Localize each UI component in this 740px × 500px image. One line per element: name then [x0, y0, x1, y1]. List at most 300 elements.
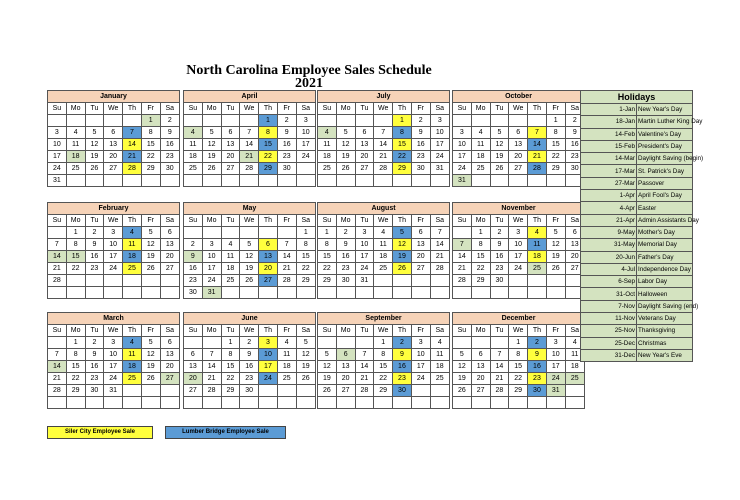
day-cell: 9	[490, 239, 509, 251]
empty-cell	[66, 287, 85, 299]
day-cell: 6	[509, 127, 528, 139]
weekday-label: Th	[259, 325, 278, 337]
empty-cell	[509, 115, 528, 127]
day-cell: 1	[318, 227, 337, 239]
day-cell: 2	[160, 115, 179, 127]
day-cell: 15	[374, 361, 393, 373]
day-cell: 29	[509, 385, 528, 397]
empty-cell	[184, 115, 203, 127]
day-cell: 16	[240, 361, 259, 373]
day-cell: 10	[355, 239, 374, 251]
holiday-name: Valentine's Day	[637, 128, 693, 140]
empty-cell	[565, 397, 584, 409]
day-cell: 21	[430, 251, 449, 263]
day-cell: 28	[277, 275, 296, 287]
empty-cell	[393, 397, 412, 409]
day-cell: 14	[277, 251, 296, 263]
empty-cell	[374, 175, 393, 187]
day-cell: 3	[104, 227, 123, 239]
month-name: January	[48, 91, 180, 103]
day-cell: 27	[259, 275, 278, 287]
day-cell: 20	[355, 151, 374, 163]
weekday-label: Mo	[471, 325, 490, 337]
day-cell: 20	[411, 251, 430, 263]
day-cell: 4	[184, 127, 203, 139]
day-cell: 17	[355, 251, 374, 263]
day-cell: 16	[565, 139, 584, 151]
month-name: February	[48, 203, 180, 215]
day-cell: 4	[221, 239, 240, 251]
day-cell: 14	[202, 361, 221, 373]
empty-cell	[374, 287, 393, 299]
empty-cell	[374, 397, 393, 409]
day-cell: 23	[240, 373, 259, 385]
day-cell: 22	[509, 373, 528, 385]
empty-cell	[430, 385, 449, 397]
holiday-date: 14-Feb	[581, 128, 637, 140]
weekday-label: Mo	[66, 103, 85, 115]
day-cell: 3	[104, 337, 123, 349]
day-cell: 23	[490, 263, 509, 275]
holiday-row	[581, 104, 693, 116]
empty-cell	[374, 115, 393, 127]
weekday-label: Th	[393, 325, 412, 337]
day-cell: 21	[202, 373, 221, 385]
day-cell: 29	[259, 163, 278, 175]
day-cell: 6	[184, 349, 203, 361]
empty-cell	[355, 287, 374, 299]
month-calendar	[317, 312, 450, 409]
day-cell: 8	[509, 349, 528, 361]
legend-siler-city: Siler City Employee Sale	[47, 426, 153, 439]
day-cell: 3	[546, 337, 565, 349]
day-cell: 31	[104, 385, 123, 397]
weekday-label: We	[240, 325, 259, 337]
day-cell: 10	[296, 127, 315, 139]
holiday-row	[581, 337, 693, 349]
day-cell: 23	[565, 151, 584, 163]
day-cell: 15	[66, 361, 85, 373]
weekday-label: Su	[184, 215, 203, 227]
day-cell: 25	[123, 373, 142, 385]
day-cell: 23	[85, 263, 104, 275]
day-cell: 16	[85, 361, 104, 373]
day-cell: 7	[277, 239, 296, 251]
day-cell: 17	[259, 361, 278, 373]
holiday-row	[581, 128, 693, 140]
holiday-row	[581, 239, 693, 251]
day-cell: 9	[85, 239, 104, 251]
day-cell: 3	[296, 115, 315, 127]
day-cell: 30	[85, 385, 104, 397]
day-cell: 10	[104, 349, 123, 361]
day-cell: 24	[411, 373, 430, 385]
empty-cell	[259, 397, 278, 409]
day-cell: 24	[355, 263, 374, 275]
day-cell: 30	[393, 385, 412, 397]
day-cell: 16	[393, 361, 412, 373]
day-cell: 13	[184, 361, 203, 373]
holiday-date: 14-Mar	[581, 153, 637, 165]
day-cell: 22	[141, 151, 160, 163]
holiday-name: Daylight Saving (end)	[637, 300, 693, 312]
day-cell: 12	[336, 139, 355, 151]
empty-cell	[528, 397, 547, 409]
holiday-date: 6-Sep	[581, 276, 637, 288]
day-cell: 26	[490, 163, 509, 175]
day-cell: 12	[318, 361, 337, 373]
day-cell: 16	[528, 361, 547, 373]
empty-cell	[221, 175, 240, 187]
day-cell: 2	[490, 227, 509, 239]
day-cell: 6	[104, 127, 123, 139]
empty-cell	[141, 275, 160, 287]
day-cell: 6	[471, 349, 490, 361]
empty-cell	[66, 115, 85, 127]
day-cell: 18	[123, 361, 142, 373]
day-cell: 27	[471, 385, 490, 397]
day-cell: 7	[355, 349, 374, 361]
day-cell: 15	[509, 361, 528, 373]
day-cell: 21	[453, 263, 472, 275]
weekday-label: Tu	[85, 325, 104, 337]
holiday-row	[581, 226, 693, 238]
weekday-label: Sa	[160, 215, 179, 227]
empty-cell	[453, 115, 472, 127]
day-cell: 24	[453, 163, 472, 175]
empty-cell	[104, 397, 123, 409]
month-name: April	[184, 91, 316, 103]
holiday-name: Christmas	[637, 337, 693, 349]
empty-cell	[123, 287, 142, 299]
day-cell: 29	[141, 163, 160, 175]
day-cell: 21	[48, 263, 67, 275]
weekday-label: We	[509, 103, 528, 115]
day-cell: 8	[259, 127, 278, 139]
day-cell: 5	[393, 227, 412, 239]
weekday-label: Sa	[160, 103, 179, 115]
empty-cell	[528, 287, 547, 299]
day-cell: 12	[296, 349, 315, 361]
holiday-date: 25-Nov	[581, 325, 637, 337]
empty-cell	[104, 287, 123, 299]
day-cell: 4	[123, 227, 142, 239]
weekday-label: Th	[123, 215, 142, 227]
day-cell: 16	[411, 139, 430, 151]
day-cell: 9	[393, 349, 412, 361]
empty-cell	[453, 227, 472, 239]
month-name: July	[318, 91, 450, 103]
empty-cell	[374, 275, 393, 287]
day-cell: 1	[471, 227, 490, 239]
day-cell: 5	[240, 239, 259, 251]
day-cell: 26	[141, 263, 160, 275]
weekday-label: We	[374, 215, 393, 227]
day-cell: 11	[123, 239, 142, 251]
holiday-name: Veterans Day	[637, 313, 693, 325]
weekday-label: Tu	[355, 215, 374, 227]
day-cell: 1	[66, 227, 85, 239]
day-cell: 8	[221, 349, 240, 361]
weekday-label: Sa	[296, 215, 315, 227]
weekday-label: Mo	[202, 103, 221, 115]
empty-cell	[355, 397, 374, 409]
empty-cell	[277, 287, 296, 299]
weekday-label: Sa	[565, 103, 584, 115]
weekday-label: Tu	[85, 215, 104, 227]
day-cell: 11	[184, 139, 203, 151]
holiday-date: 4-Jul	[581, 263, 637, 275]
day-cell: 15	[259, 139, 278, 151]
empty-cell	[411, 275, 430, 287]
day-cell: 20	[160, 251, 179, 263]
empty-cell	[296, 385, 315, 397]
empty-cell	[221, 115, 240, 127]
holiday-row	[581, 276, 693, 288]
day-cell: 8	[471, 239, 490, 251]
day-cell: 30	[160, 163, 179, 175]
day-cell: 28	[374, 163, 393, 175]
day-cell: 5	[202, 127, 221, 139]
day-cell: 27	[221, 163, 240, 175]
day-cell: 15	[471, 251, 490, 263]
day-cell: 8	[66, 349, 85, 361]
day-cell: 31	[430, 163, 449, 175]
day-cell: 17	[48, 151, 67, 163]
day-cell: 23	[411, 151, 430, 163]
day-cell: 28	[430, 263, 449, 275]
weekday-label: Th	[259, 215, 278, 227]
empty-cell	[509, 275, 528, 287]
holiday-date: 4-Apr	[581, 202, 637, 214]
day-cell: 12	[240, 251, 259, 263]
day-cell: 13	[259, 251, 278, 263]
weekday-label: Mo	[336, 325, 355, 337]
day-cell: 8	[66, 239, 85, 251]
day-cell: 8	[374, 349, 393, 361]
weekday-label: We	[509, 325, 528, 337]
empty-cell	[318, 337, 337, 349]
holiday-name: Passover	[637, 177, 693, 189]
day-cell: 19	[336, 151, 355, 163]
holiday-name: Admin Assistants Day	[637, 214, 693, 226]
holiday-date: 15-Feb	[581, 140, 637, 152]
empty-cell	[66, 275, 85, 287]
weekday-label: Su	[453, 103, 472, 115]
day-cell: 11	[221, 251, 240, 263]
day-cell: 16	[490, 251, 509, 263]
empty-cell	[296, 397, 315, 409]
day-cell: 19	[490, 151, 509, 163]
empty-cell	[471, 397, 490, 409]
empty-cell	[453, 337, 472, 349]
holiday-date: 1-Jan	[581, 104, 637, 116]
day-cell: 2	[565, 115, 584, 127]
empty-cell	[184, 175, 203, 187]
day-cell: 5	[141, 227, 160, 239]
weekday-label: Th	[528, 103, 547, 115]
day-cell: 19	[393, 251, 412, 263]
day-cell: 5	[296, 337, 315, 349]
weekday-label: Fr	[411, 325, 430, 337]
day-cell: 5	[85, 127, 104, 139]
month-name: October	[453, 91, 585, 103]
day-cell: 12	[141, 239, 160, 251]
day-cell: 22	[546, 151, 565, 163]
day-cell: 29	[546, 163, 565, 175]
empty-cell	[85, 115, 104, 127]
day-cell: 19	[141, 251, 160, 263]
empty-cell	[509, 175, 528, 187]
day-cell: 28	[123, 163, 142, 175]
day-cell: 29	[296, 275, 315, 287]
empty-cell	[355, 115, 374, 127]
empty-cell	[490, 175, 509, 187]
day-cell: 18	[528, 251, 547, 263]
day-cell: 5	[318, 349, 337, 361]
holiday-date: 17-Mar	[581, 165, 637, 177]
weekday-label: Mo	[471, 103, 490, 115]
empty-cell	[141, 175, 160, 187]
weekday-label: Mo	[336, 215, 355, 227]
day-cell: 2	[393, 337, 412, 349]
holiday-name: Halloween	[637, 288, 693, 300]
month-name: August	[318, 203, 450, 215]
day-cell: 20	[471, 373, 490, 385]
empty-cell	[430, 397, 449, 409]
empty-cell	[277, 227, 296, 239]
day-cell: 22	[318, 263, 337, 275]
day-cell: 15	[393, 139, 412, 151]
empty-cell	[221, 227, 240, 239]
day-cell: 14	[123, 139, 142, 151]
day-cell: 14	[528, 139, 547, 151]
day-cell: 27	[509, 163, 528, 175]
day-cell: 30	[184, 287, 203, 299]
day-cell: 23	[184, 275, 203, 287]
weekday-label: We	[509, 215, 528, 227]
empty-cell	[318, 115, 337, 127]
empty-cell	[336, 115, 355, 127]
day-cell: 18	[374, 251, 393, 263]
day-cell: 1	[221, 337, 240, 349]
day-cell: 21	[123, 151, 142, 163]
day-cell: 26	[318, 385, 337, 397]
month-calendar	[47, 312, 180, 409]
day-cell: 23	[336, 263, 355, 275]
holiday-name: April Fool's Day	[637, 190, 693, 202]
day-cell: 3	[259, 337, 278, 349]
empty-cell	[336, 175, 355, 187]
empty-cell	[259, 227, 278, 239]
day-cell: 6	[259, 239, 278, 251]
empty-cell	[202, 115, 221, 127]
empty-cell	[565, 385, 584, 397]
day-cell: 13	[509, 139, 528, 151]
day-cell: 10	[48, 139, 67, 151]
weekday-label: Su	[318, 325, 337, 337]
empty-cell	[393, 287, 412, 299]
empty-cell	[48, 397, 67, 409]
day-cell: 7	[453, 239, 472, 251]
empty-cell	[393, 275, 412, 287]
empty-cell	[104, 115, 123, 127]
day-cell: 31	[202, 287, 221, 299]
month-name: September	[318, 313, 450, 325]
holiday-date: 27-Mar	[581, 177, 637, 189]
day-cell: 25	[123, 263, 142, 275]
day-cell: 22	[221, 373, 240, 385]
day-cell: 19	[546, 251, 565, 263]
weekday-label: Mo	[202, 325, 221, 337]
day-cell: 8	[546, 127, 565, 139]
day-cell: 31	[48, 175, 67, 187]
day-cell: 8	[318, 239, 337, 251]
empty-cell	[490, 115, 509, 127]
weekday-label: Su	[48, 325, 67, 337]
day-cell: 25	[221, 275, 240, 287]
day-cell: 21	[490, 373, 509, 385]
day-cell: 17	[453, 151, 472, 163]
day-cell: 27	[355, 163, 374, 175]
day-cell: 7	[490, 349, 509, 361]
day-cell: 16	[85, 251, 104, 263]
empty-cell	[453, 397, 472, 409]
day-cell: 27	[336, 385, 355, 397]
day-cell: 1	[509, 337, 528, 349]
day-cell: 24	[296, 151, 315, 163]
day-cell: 8	[296, 239, 315, 251]
day-cell: 18	[318, 151, 337, 163]
day-cell: 11	[374, 239, 393, 251]
weekday-label: Tu	[221, 325, 240, 337]
holiday-date: 11-Nov	[581, 313, 637, 325]
empty-cell	[411, 385, 430, 397]
weekday-label: We	[240, 103, 259, 115]
weekday-label: Sa	[430, 325, 449, 337]
weekday-label: We	[104, 325, 123, 337]
day-cell: 21	[355, 373, 374, 385]
weekday-label: Tu	[490, 103, 509, 115]
empty-cell	[318, 397, 337, 409]
day-cell: 28	[48, 385, 67, 397]
day-cell: 16	[336, 251, 355, 263]
day-cell: 27	[411, 263, 430, 275]
month-calendar	[452, 312, 585, 409]
day-cell: 21	[528, 151, 547, 163]
weekday-label: Fr	[277, 103, 296, 115]
day-cell: 3	[509, 227, 528, 239]
empty-cell	[430, 275, 449, 287]
holiday-name: Thanksgiving	[637, 325, 693, 337]
day-cell: 18	[430, 361, 449, 373]
empty-cell	[141, 385, 160, 397]
weekday-label: Su	[318, 103, 337, 115]
weekday-label: Fr	[277, 215, 296, 227]
empty-cell	[430, 175, 449, 187]
day-cell: 25	[471, 163, 490, 175]
weekday-label: Tu	[490, 325, 509, 337]
holiday-date: 18-Jan	[581, 116, 637, 128]
day-cell: 18	[471, 151, 490, 163]
day-cell: 2	[528, 337, 547, 349]
day-cell: 11	[430, 349, 449, 361]
day-cell: 27	[160, 373, 179, 385]
holiday-date: 31-May	[581, 239, 637, 251]
weekday-label: Tu	[355, 103, 374, 115]
day-cell: 16	[184, 263, 203, 275]
day-cell: 28	[48, 275, 67, 287]
